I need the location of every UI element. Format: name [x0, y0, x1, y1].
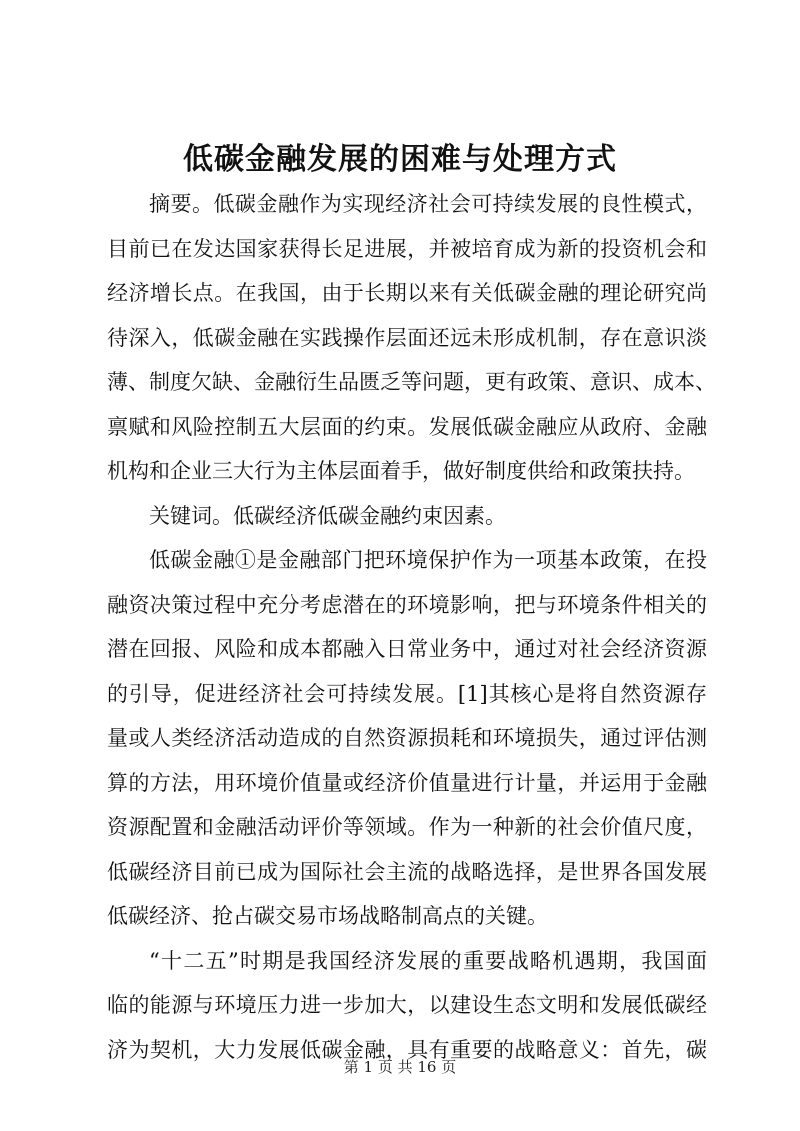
text-line: 资源配置和金融活动评价等领域。作为一种新的社会价值尺度，	[107, 815, 707, 839]
text-line: 目前已在发达国家获得长足进展，并被培育成为新的投资机会和	[107, 236, 707, 261]
text-line: 低碳金融①是金融部门把环境保护作为一项基本政策，在投	[149, 548, 707, 572]
text-line: 摘要。低碳金融作为实现经济社会可持续发展的良性模式，	[149, 192, 707, 216]
text-line: 低碳经济目前已成为国际社会主流的战略选择，是世界各国发展	[107, 859, 707, 884]
page-title: 低碳金融发展的困难与处理方式	[183, 142, 617, 177]
body-text	[107, 182, 716, 1072]
text-line: 经济增长点。在我国，由于长期以来有关低碳金融的理论研究尚	[107, 281, 707, 305]
text-line: 禀赋和风险控制五大层面的约束。发展低碳金融应从政府、金融	[107, 414, 707, 439]
text-line: 低碳经济、抢占碳交易市场战略制高点的关键。	[107, 904, 548, 928]
text-line: 的引导，促进经济社会可持续发展。[1]其核心是将自然资源存	[107, 681, 707, 706]
text-line: 临的能源与环境压力进一步加大，以建设生态文明和发展低碳经	[107, 993, 707, 1017]
text-line: “十二五”时期是我国经济发展的重要战略机遇期，我国面	[149, 948, 707, 973]
text-line: 待深入，低碳金融在实践操作层面还远未形成机制，存在意识淡	[107, 325, 707, 350]
text-line: 机构和企业三大行为主体层面着手，做好制度供给和政策扶持。	[107, 459, 695, 483]
text-line: 算的方法，用环境价值量或经济价值量进行计量，并运用于金融	[107, 770, 707, 795]
text-line: 量或人类经济活动造成的自然资源损耗和环境损失，通过评估测	[107, 726, 707, 750]
text-line: 薄、制度欠缺、金融衍生品匮乏等问题，更有政策、意识、成本、	[107, 370, 716, 394]
page-footer: 第 1 页 共 16 页	[343, 1058, 457, 1076]
text-line: 潜在回报、风险和成本都融入日常业务中，通过对社会经济资源	[107, 637, 707, 661]
keywords-line: 关键词。低碳经济低碳金融约束因素。	[149, 503, 506, 528]
text-line: 融资决策过程中充分考虑潜在的环境影响，把与环境条件相关的	[107, 592, 707, 617]
text-line: 济为契机，大力发展低碳金融，具有重要的战略意义：首先，碳	[107, 1037, 707, 1062]
